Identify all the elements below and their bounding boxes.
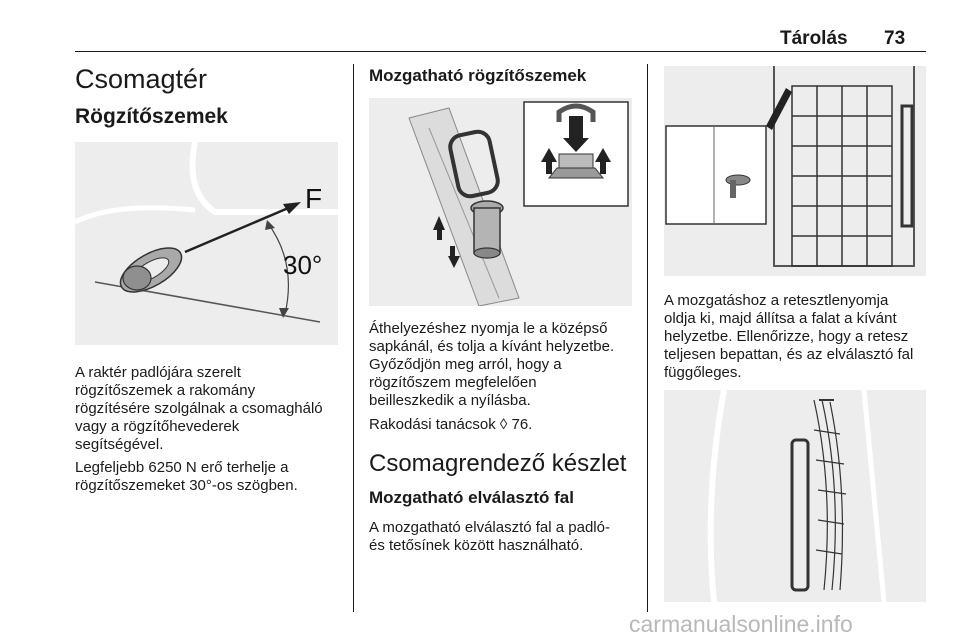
col1-paragraph-1: A raktér padlójára szerelt rögzítőszemek a rakomány rögzítésére szolgálnak a csomagháló vagy a rögzítőhevederek segítségével. (75, 364, 323, 453)
subheading-rogzitoszemek: Rögzítőszemek (75, 105, 228, 128)
page-header-title: Tárolás (780, 28, 848, 49)
figure-movable-eye (369, 98, 632, 306)
subheading-elvalaszto-fal: Mozgatható elválasztó fal (369, 488, 574, 507)
figure-label-force: F (305, 183, 323, 214)
col2-paragraph-3: A mozgatható elválasztó fal a padló- és tetősínek között használható. (369, 519, 610, 554)
col2-paragraph-2: Rakodási tanácsok ◊ 76. (369, 416, 533, 433)
page-number: 73 (884, 28, 906, 49)
figure-net-side-view (664, 390, 926, 602)
figure-net-installed (664, 66, 926, 276)
section-heading-csomagrendezo: Csomagrendező készlet (369, 450, 627, 477)
section-heading-csomagter: Csomagtér (75, 64, 208, 94)
figure-label-angle: 30° (283, 250, 323, 280)
col2-paragraph-1: Áthelyezéshez nyomja le a középső sapkánál, és tolja a kívánt helyzetbe. Győződjön meg arról, hogy a rögzítőszem megfelelően beilleszkedik a nyílásba. (369, 320, 615, 409)
header-rule (75, 51, 926, 52)
column-divider-2 (647, 64, 648, 612)
col3-paragraph-1: A mozgatáshoz a retesztlenyomja oldja ki, majd állítsa a falat a kívánt helyzetbe. Ellenőrizze, hogy a retesz teljesen bepattan, és az elválasztó fal függőleges. (664, 292, 914, 381)
column-divider-1 (353, 64, 354, 612)
watermark: carmanualsonline.info (629, 611, 853, 637)
figure-tie-down-eye (75, 142, 338, 345)
col1-paragraph-2: Legfeljebb 6250 N erő terhelje a rögzítőszemeket 30°-os szögben. (75, 459, 298, 494)
subheading-mozgathato-rogzitoszemek: Mozgatható rögzítőszemek (369, 66, 587, 85)
